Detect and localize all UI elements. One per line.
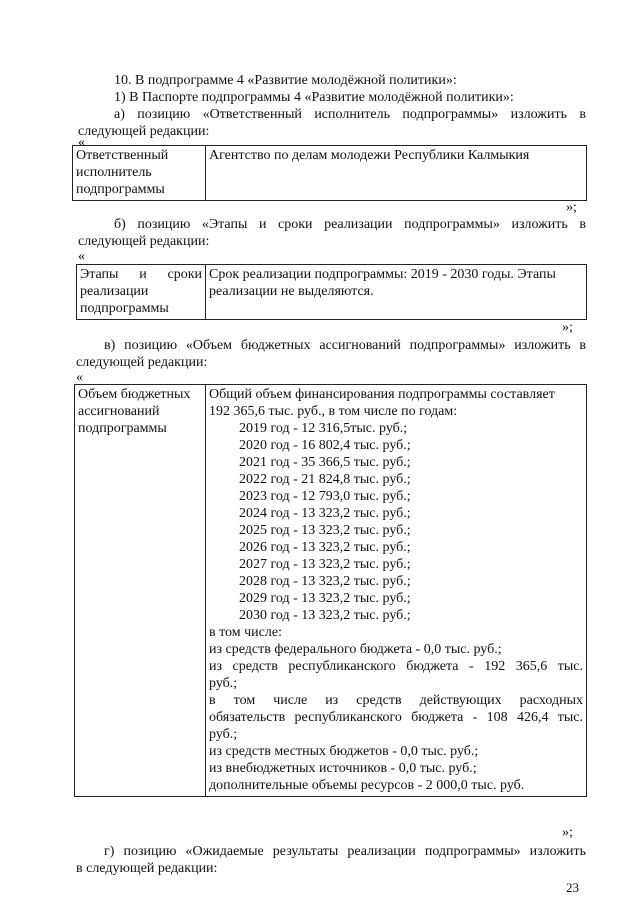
year-line: 2021 год - 35 366,5 тыс. руб.; bbox=[239, 455, 411, 470]
label-cell-stages bbox=[77, 265, 206, 320]
intro-line: Общий объем финансирования подпрограммы составляет bbox=[209, 387, 555, 402]
para-b-line1: б) позицию «Этапы и сроки реализации подпрограммы» изложить в bbox=[114, 217, 586, 232]
year-line: 2025 год - 13 323,2 тыс. руб.; bbox=[239, 523, 411, 538]
page-number: 23 bbox=[566, 880, 579, 895]
tail-line: из средств федерального бюджета - 0,0 тыс. руб.; bbox=[209, 642, 502, 657]
year-line: 2027 год - 13 323,2 тыс. руб.; bbox=[239, 557, 411, 572]
close-quote-a: »; bbox=[566, 200, 577, 215]
para-a-line1: а) позицию «Ответственный исполнитель подпрограммы» изложить в bbox=[114, 107, 586, 122]
tail-line: в том числе: bbox=[209, 625, 282, 640]
label-line: подпрограммы bbox=[76, 182, 165, 197]
tail-line: дополнительные объемы ресурсов - 2 000,0 тыс. руб. bbox=[209, 778, 525, 793]
year-line: 2024 год - 13 323,2 тыс. руб.; bbox=[239, 506, 411, 521]
para-c-line1: в) позицию «Объем бюджетных ассигнований подпрограммы» изложить в bbox=[104, 338, 586, 353]
label-line: подпрограммы bbox=[78, 421, 167, 436]
year-line: 2030 год - 13 323,2 тыс. руб.; bbox=[239, 608, 411, 623]
label-line: Объем бюджетных bbox=[78, 387, 191, 402]
year-line: 2020 год - 16 802,4 тыс. руб.; bbox=[239, 438, 411, 453]
year-line: 2026 год - 13 323,2 тыс. руб.; bbox=[239, 540, 411, 555]
item-10-heading: 10. В подпрограмме 4 «Развитие молодёжной политики»: bbox=[114, 73, 457, 88]
table-responsible bbox=[72, 145, 587, 201]
para-b-line2: следующей редакции: bbox=[78, 234, 210, 249]
para-d-line1: г) позицию «Ожидаемые результаты реализации подпрограммы» изложить bbox=[104, 844, 586, 859]
label-line: ассигнований bbox=[78, 404, 160, 419]
label-line: Этапы и сроки bbox=[80, 267, 202, 282]
tail-line: руб.; bbox=[209, 676, 238, 691]
tail-line: из внебюджетных источников - 0,0 тыс. руб.; bbox=[209, 761, 477, 776]
close-quote-b: »; bbox=[562, 320, 573, 335]
intro-line: 192 365,6 тыс. руб., в том числе по годам: bbox=[209, 404, 458, 419]
table-budget bbox=[74, 384, 587, 797]
tail-line: из средств местных бюджетов - 0,0 тыс. руб.; bbox=[209, 744, 479, 759]
label-cell-budget bbox=[75, 385, 206, 797]
tail-line: руб.; bbox=[209, 727, 238, 742]
label-line: реализации bbox=[80, 284, 149, 299]
value-line: реализации не выделяются. bbox=[209, 284, 374, 299]
value-cell-stages bbox=[206, 265, 587, 320]
year-line: 2028 год - 13 323,2 тыс. руб.; bbox=[239, 574, 411, 589]
tail-line: в том числе из средств действующих расходных bbox=[209, 693, 583, 708]
label-line: подпрограммы bbox=[80, 301, 169, 316]
label-line: исполнитель bbox=[76, 165, 152, 180]
year-line: 2022 год - 21 824,8 тыс. руб.; bbox=[239, 472, 411, 487]
value-line: Агентство по делам молодежи Республики Калмыкия bbox=[209, 148, 530, 163]
label-cell-responsible bbox=[73, 146, 206, 201]
year-line: 2019 год - 12 316,5тыс. руб.; bbox=[239, 421, 408, 436]
para-c-line2: следующей редакции: bbox=[76, 355, 208, 370]
label-line: Ответственный bbox=[76, 148, 169, 163]
open-quote-a: « bbox=[78, 135, 85, 150]
table-stages bbox=[76, 264, 587, 320]
para-a-line2: следующей редакции: bbox=[78, 124, 210, 139]
value-cell-responsible bbox=[206, 146, 587, 201]
tail-line: обязательств республиканского бюджета - 108 426,4 тыс. bbox=[209, 710, 583, 725]
tail-line: из средств республиканского бюджета - 192 365,6 тыс. bbox=[209, 659, 583, 674]
value-cell-budget bbox=[206, 385, 587, 797]
para-d-line2: в следующей редакции: bbox=[76, 861, 218, 876]
open-quote-c: « bbox=[76, 370, 83, 385]
year-line: 2029 год - 13 323,2 тыс. руб.; bbox=[239, 591, 411, 606]
close-quote-c: »; bbox=[562, 825, 573, 840]
open-quote-b: « bbox=[78, 249, 85, 264]
year-line: 2023 год - 12 793,0 тыс. руб.; bbox=[239, 489, 411, 504]
item-1-passport: 1) В Паспорте подпрограммы 4 «Развитие молодёжной политики»: bbox=[114, 90, 514, 105]
value-line: Срок реализации подпрограммы: 2019 - 2030 годы. Этапы bbox=[209, 267, 556, 282]
